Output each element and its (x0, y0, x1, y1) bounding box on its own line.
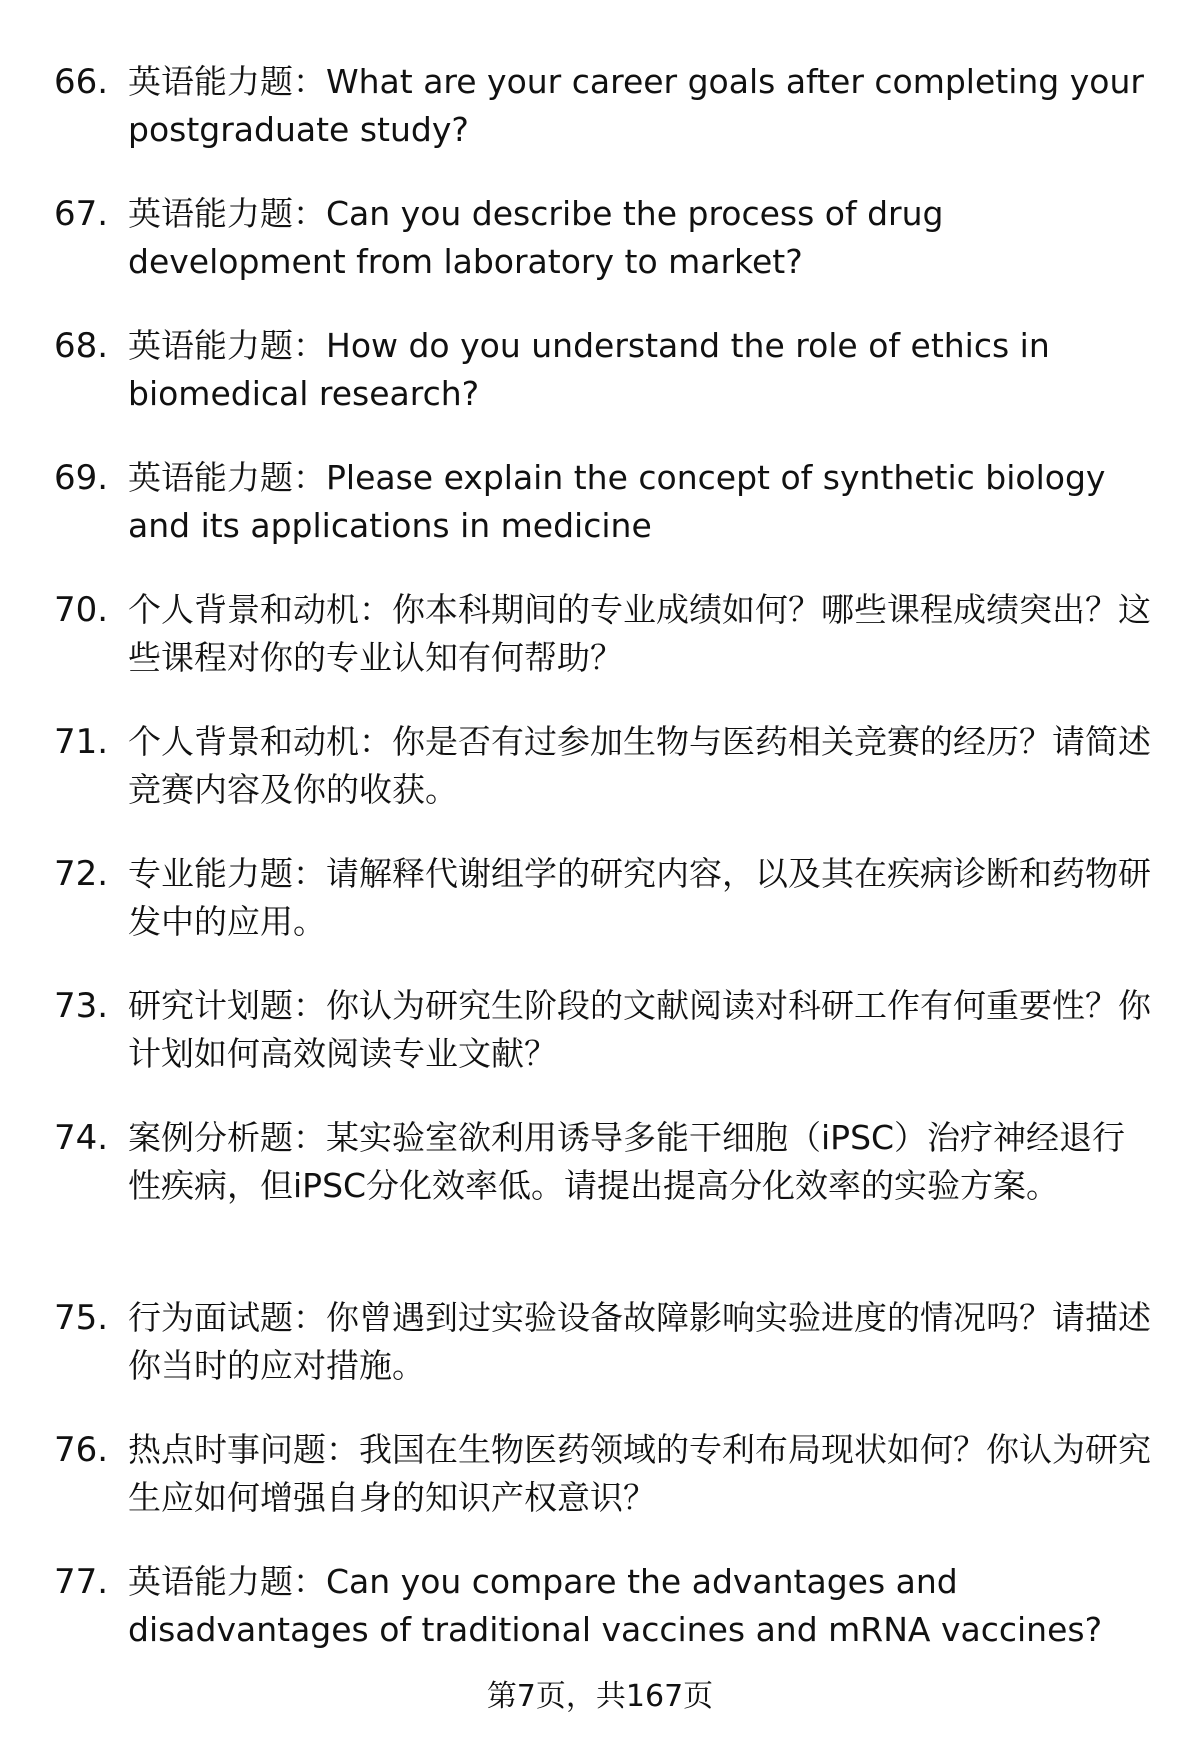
question-item-73 (0, 982, 1200, 1114)
question-text: 案例分析题：某实验室欲利用诱导多能干细胞（iPSC）治疗神经退行性疾病，但iPSC分化效率低。请提出提高分化效率的实验方案。 (128, 1118, 1126, 1205)
question-text: 英语能力题：Please explain the concept of synthetic biology and its applications in medicine (128, 458, 1106, 545)
question-text: 热点时事问题：我国在生物医药领域的专利布局现状如何？你认为研究生应如何增强自身的知识产权意识？ (128, 1430, 1151, 1517)
question-list (0, 58, 1200, 1690)
question-item-67 (0, 190, 1200, 322)
question-text: 英语能力题：Can you describe the process of drug development from laboratory to market? (128, 194, 944, 281)
question-item-76 (0, 1426, 1200, 1558)
question-number: 73. (54, 986, 109, 1026)
question-text: 个人背景和动机：你本科期间的专业成绩如何？哪些课程成绩突出？这些课程对你的专业认知有何帮助？ (128, 590, 1151, 677)
question-number: 71. (54, 722, 109, 762)
question-number: 74. (54, 1118, 109, 1158)
question-text: 英语能力题：What are your career goals after completing your postgraduate study? (128, 62, 1144, 149)
question-item-72 (0, 850, 1200, 982)
question-text: 研究计划题：你认为研究生阶段的文献阅读对科研工作有何重要性？你计划如何高效阅读专业文献？ (128, 986, 1151, 1073)
question-item-77 (0, 1558, 1200, 1690)
question-item-70 (0, 586, 1200, 718)
question-item-68 (0, 322, 1200, 454)
question-number: 70. (54, 590, 109, 630)
question-text: 个人背景和动机：你是否有过参加生物与医药相关竞赛的经历？请简述竞赛内容及你的收获。 (128, 722, 1151, 809)
question-text: 行为面试题：你曾遇到过实验设备故障影响实验进度的情况吗？请描述你当时的应对措施。 (128, 1298, 1151, 1385)
question-text: 英语能力题：Can you compare the advantages and disadvantages of traditional vaccines and mRNA vaccines? (128, 1562, 1103, 1649)
question-number: 76. (54, 1430, 109, 1470)
question-number: 67. (54, 194, 109, 234)
question-item-71 (0, 718, 1200, 850)
question-number: 77. (54, 1562, 109, 1602)
question-item-75 (0, 1294, 1200, 1426)
question-number: 75. (54, 1298, 109, 1338)
question-item-74 (0, 1114, 1200, 1294)
question-number: 72. (54, 854, 109, 894)
question-number: 68. (54, 326, 109, 366)
question-item-69 (0, 454, 1200, 586)
page-footer: 第7页，共167页 (486, 1679, 714, 1714)
question-item-66 (0, 58, 1200, 190)
question-number: 69. (54, 458, 109, 498)
question-text: 英语能力题：How do you understand the role of ethics in biomedical research? (128, 326, 1050, 413)
question-number: 66. (54, 62, 109, 102)
question-text: 专业能力题：请解释代谢组学的研究内容，以及其在疾病诊断和药物研发中的应用。 (128, 854, 1151, 941)
